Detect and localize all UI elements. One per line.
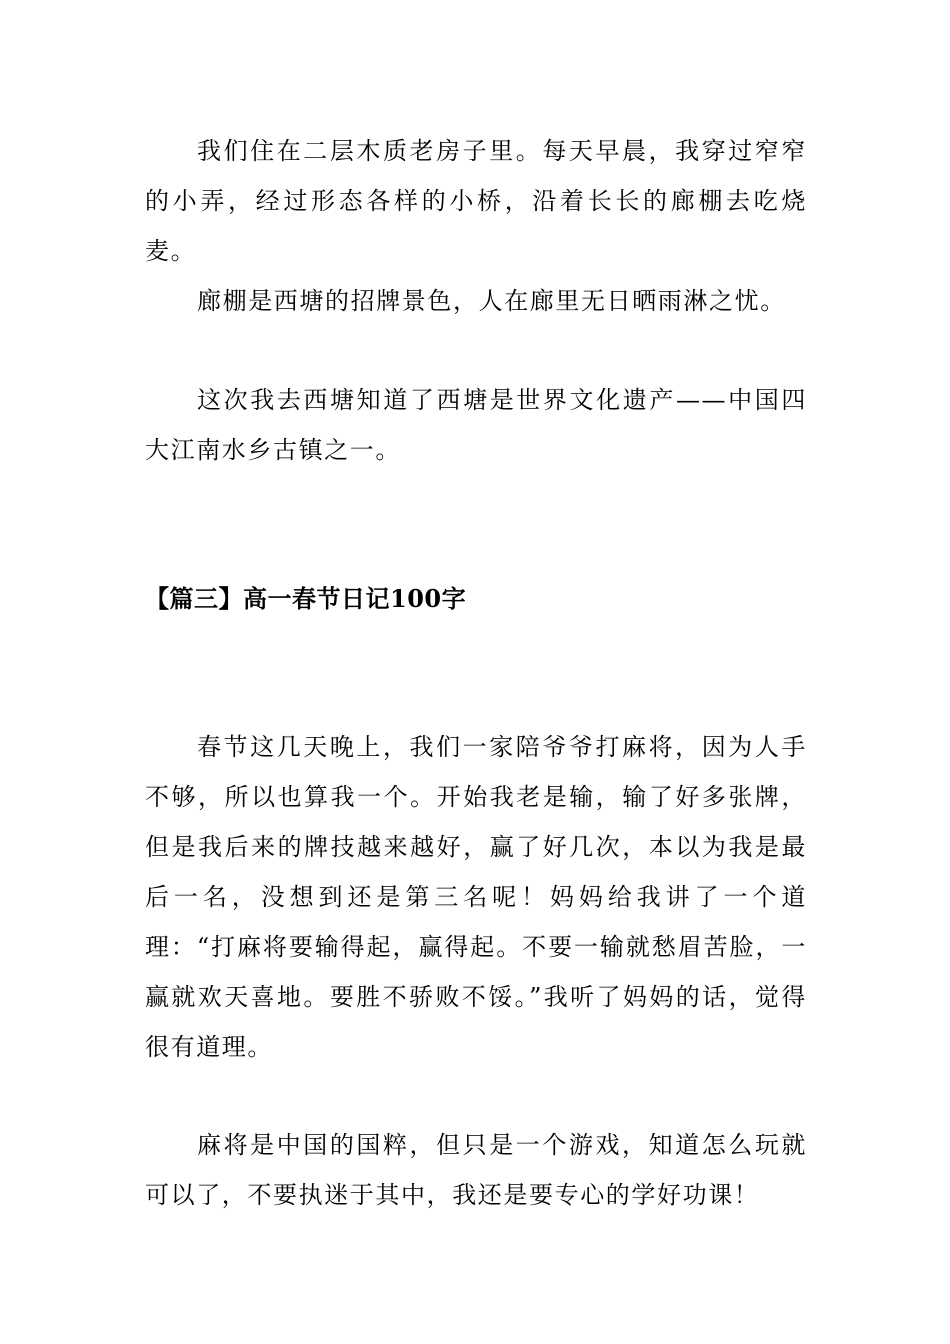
paragraph-langpeng: 廊棚是西塘的招牌景色，人在廊里无日晒雨淋之忧。 <box>197 287 786 315</box>
paragraph-mahjong-story: 春节这几天晚上，我们一家陪爷爷打麻将，因为人手不够，所以也算我一个。开始我老是输，输了好多张牌，但是我后来的牌技越来越好，赢了好几次，本以为我是最后一名，没想到还是第三名呢！妈妈给我讲了一个道理：“打麻将要输得起，赢得起。不要一输就愁眉苦脸，一赢就欢天喜地。要胜不骄败不馁。”我听了妈妈的话，觉得很有道理。 <box>145 733 807 1061</box>
paragraph-old-house: 我们住在二层木质老房子里。每天早晨，我穿过窄窄的小弄，经过形态各样的小桥，沿着长长的廊棚去吃烧麦。 <box>145 137 807 265</box>
section-heading: 【篇三】高一春节日记100字 <box>145 584 467 613</box>
paragraph-mahjong-lesson: 麻将是中国的国粹，但只是一个游戏，知道怎么玩就可以了，不要执迷于其中，我还是要专心的学好功课！ <box>145 1131 807 1209</box>
paragraph-xitang-heritage: 这次我去西塘知道了西塘是世界文化遗产——中国四大江南水乡古镇之一。 <box>145 386 807 464</box>
